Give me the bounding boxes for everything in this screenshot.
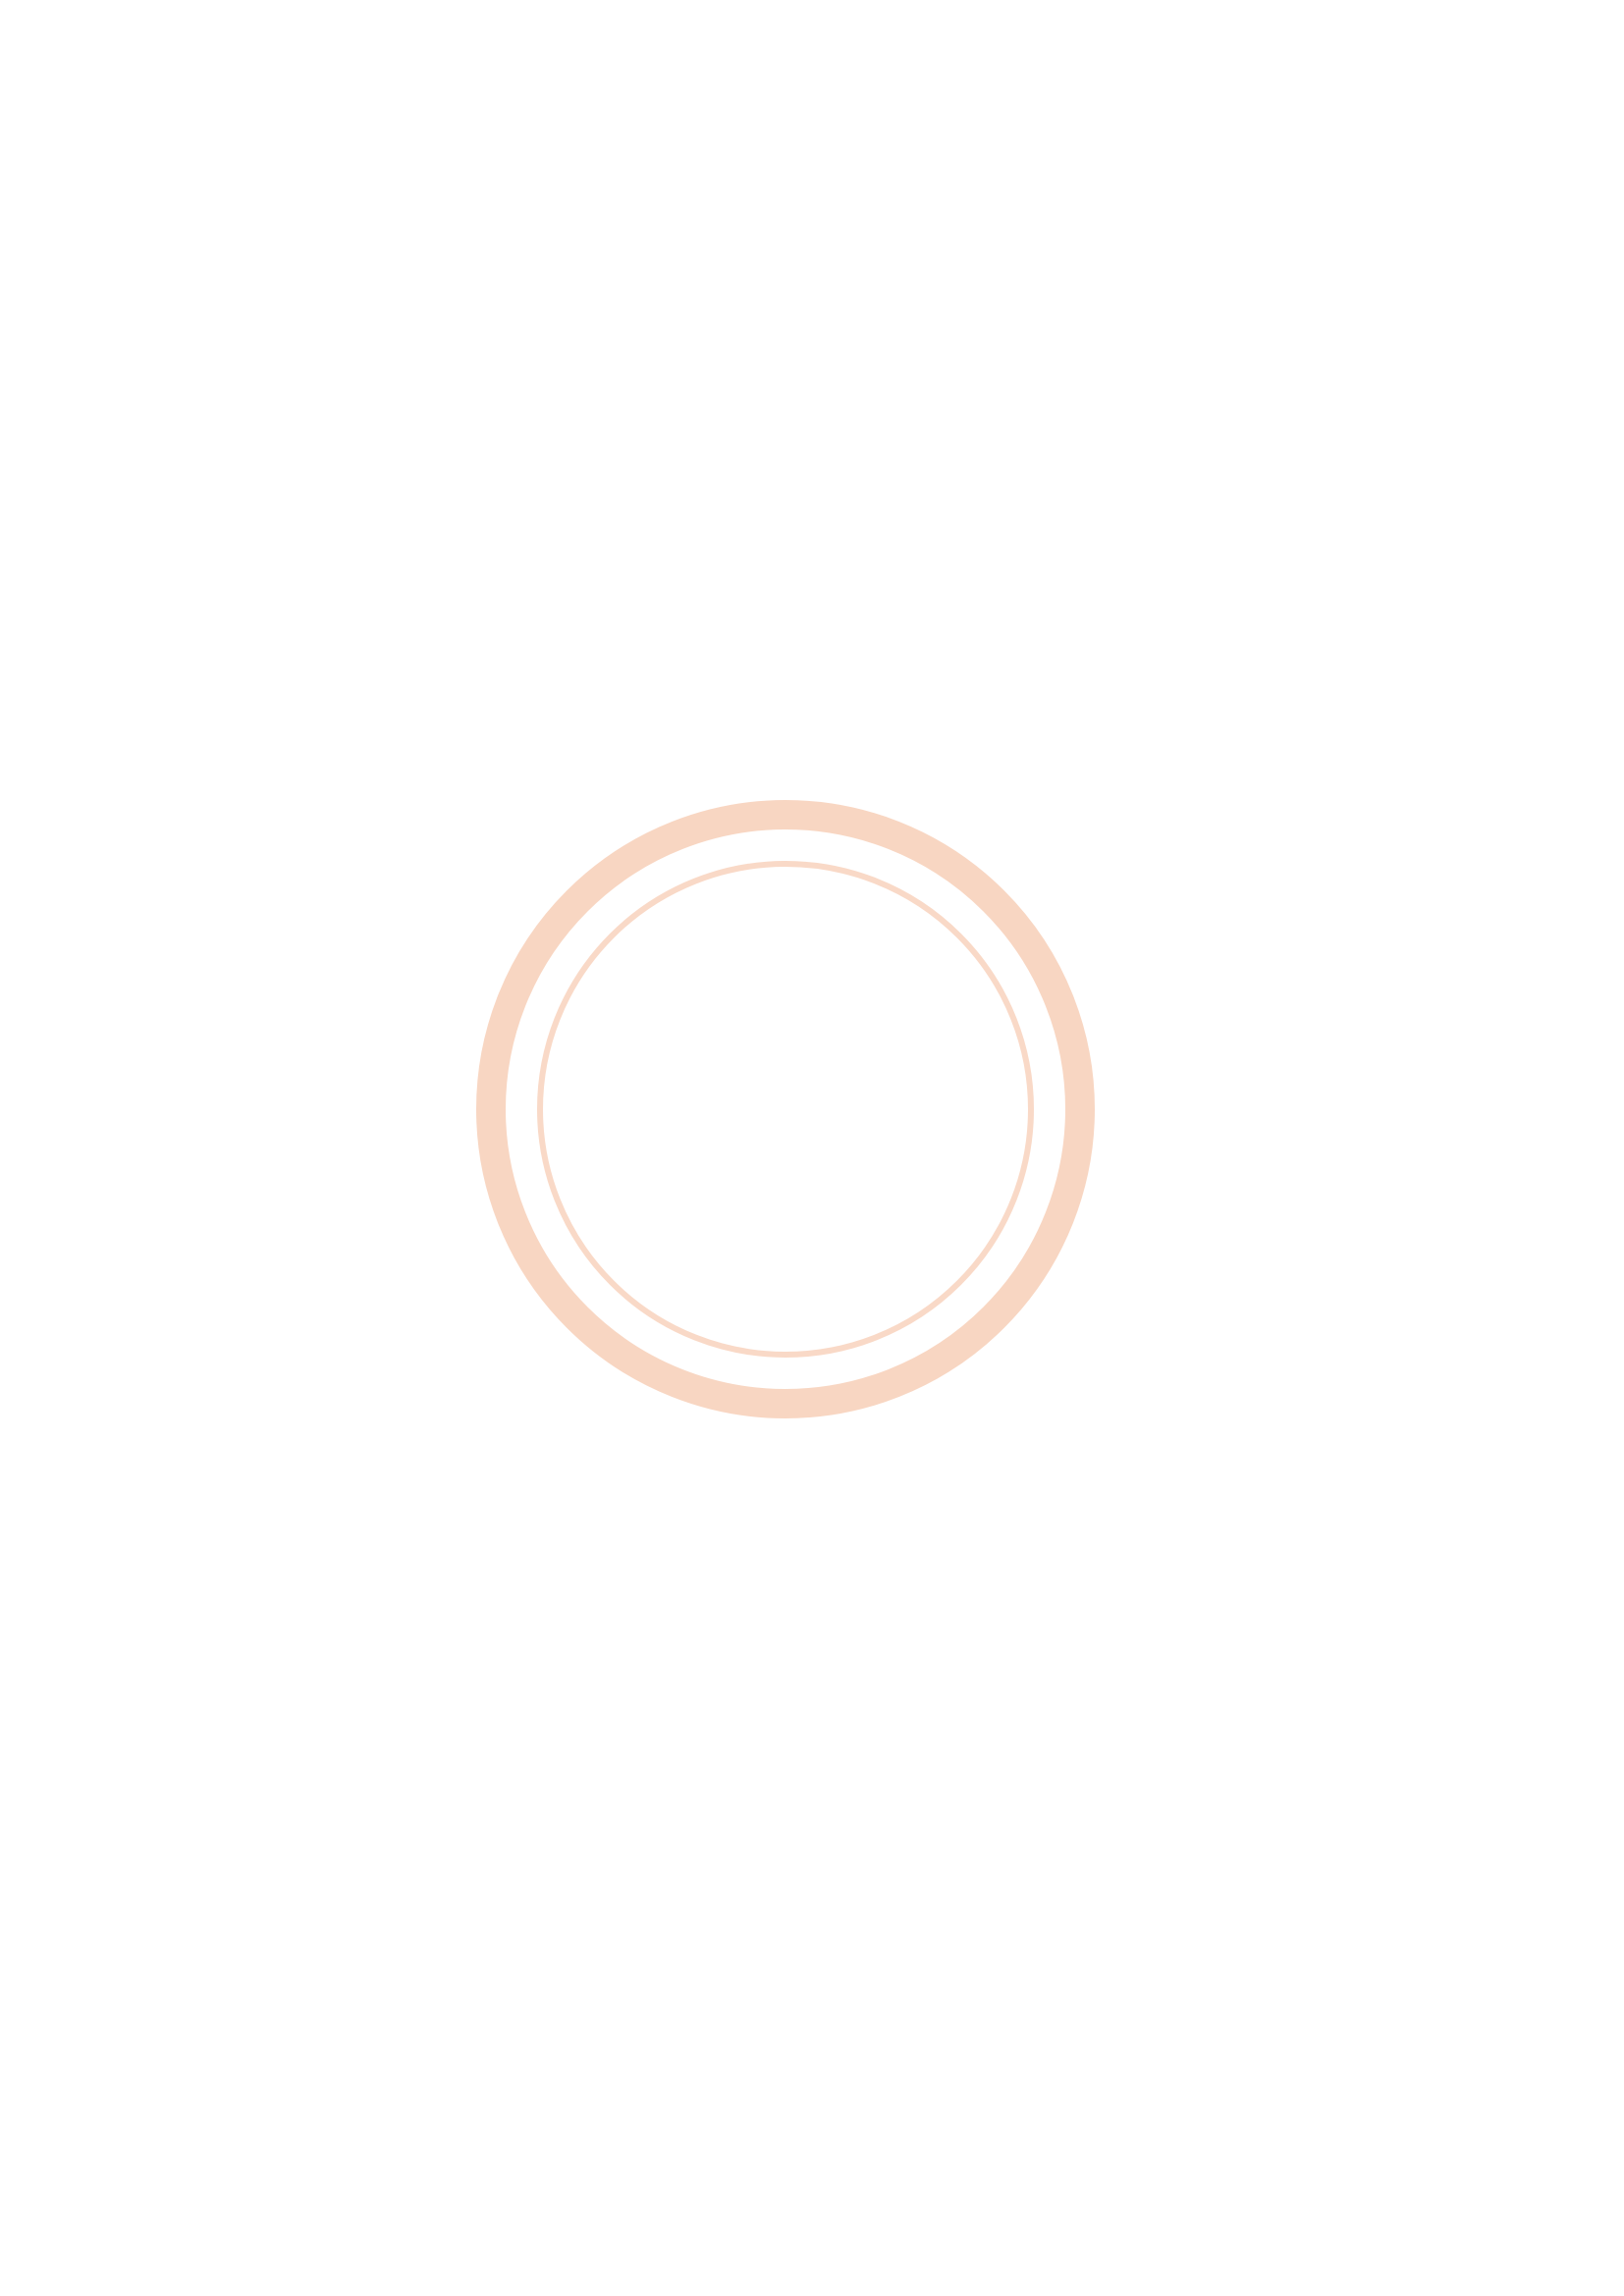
document-body	[193, 263, 1480, 457]
clause-8-3-1	[193, 330, 1480, 415]
clause-first-line	[193, 330, 1480, 373]
clause-first-line	[193, 415, 1480, 458]
section-heading	[193, 277, 1480, 320]
watermark-stamp	[461, 785, 1110, 1433]
clause-text-continued	[193, 372, 1480, 415]
clause-8-3-2	[193, 415, 1480, 458]
